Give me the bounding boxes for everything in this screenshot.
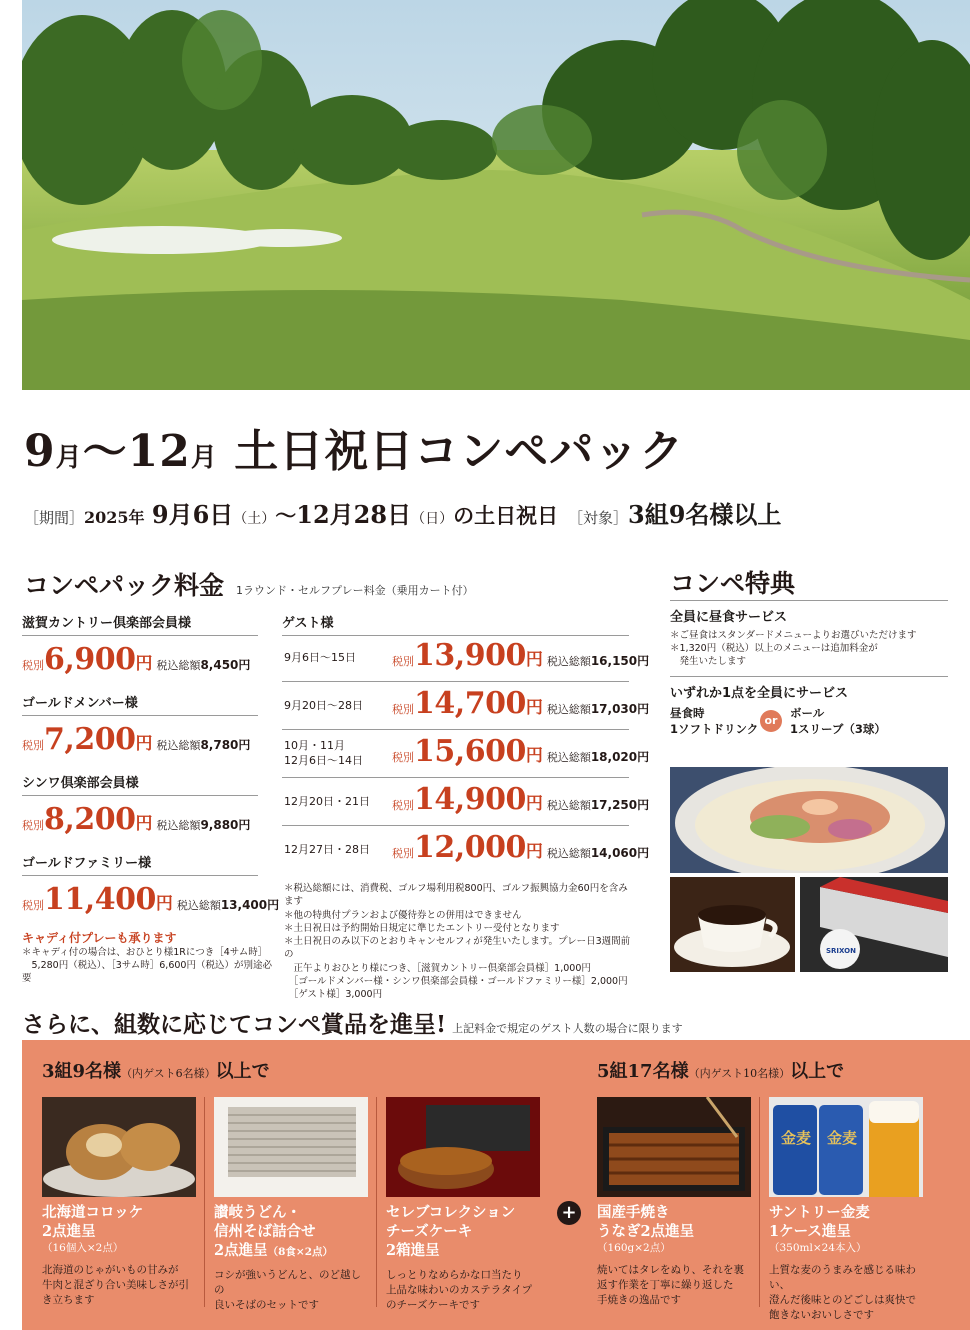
divider bbox=[759, 1097, 760, 1307]
beer-can-label: 金麦 bbox=[781, 1129, 812, 1147]
cheesecake-photo bbox=[386, 1097, 540, 1197]
ball-brand-text: SRIXON bbox=[826, 947, 856, 955]
member-price: 税別8,200円 税込総額9,880円 bbox=[22, 802, 251, 837]
prizes-heading: さらに、組数に応じてコンペ賞品を進呈! 上記料金で規定のゲスト人数の場合に限ります bbox=[22, 1011, 683, 1038]
benefits-heading: コンペ特典 bbox=[670, 569, 796, 598]
caddy-note: ＊キャディ付の場合は、おひとり様1Rにつき［4サム時］ 5,280円（税込）、［3サム時］6,600円（税込）が別途必要 bbox=[22, 947, 272, 984]
member-name: 滋賀カントリー倶楽部会員様 bbox=[22, 612, 258, 636]
member-price: 税別6,900円 税込総額8,450円 bbox=[22, 642, 251, 677]
beer-photo bbox=[769, 1097, 923, 1197]
plus-icon: + bbox=[557, 1201, 581, 1225]
page-title: 9月〜12月 土日祝日コンペパック bbox=[24, 426, 685, 477]
golf-ball-photo bbox=[800, 877, 948, 972]
guest-price-column bbox=[282, 612, 650, 872]
group2-title: 5組17名様（内ゲスト10名様）以上で bbox=[597, 1061, 845, 1082]
target-line: ［対象］3組9名様以上 bbox=[568, 500, 782, 529]
guest-row: 12月27日・28日 税別12,000円 税込総額14,060円 bbox=[284, 830, 650, 865]
prize-udon-soba: 讃岐うどん・ 信州そば詰合せ 2点進呈（8食×2点） コシが強いうどんと、のど越しの 良いそばのセットです bbox=[214, 1097, 368, 1313]
member-price: 税別11,400円 税込総額13,400円 bbox=[22, 882, 280, 917]
beer-can-label: 金麦 bbox=[827, 1129, 858, 1147]
coffee-photo bbox=[670, 877, 795, 972]
price-notes: ＊税込総額には、消費税、ゴルフ場利用税800円、ゴルフ振興協力金60円を含みます ＊他の特典付プランおよび優待券との併用はできません ＊土日祝日は予約開始日規定に準じたエントリー受付となります ＊土日祝日のみ以下のとおりキャンセルフィが発生いたします。プレー日3週間前の 正午よりおひとり様につき、［滋賀カントリー倶楽部会員様］1,000円 ［ゴールドメンバー様・シンワ倶楽部会員様・ゴールドファミリー様］2,000円 ［ゲスト様］3,000円 bbox=[284, 883, 631, 1001]
champon-photo bbox=[670, 767, 948, 873]
guest-row: 10月・11月 12月6日〜14日 税別15,600円 税込総額18,020円 bbox=[282, 730, 629, 778]
prize-cheesecake: セレブコレクション チーズケーキ 2箱進呈 しっとりなめらかな口当たり 上品な味わいのカステラタイプ のチーズケーキです bbox=[386, 1097, 540, 1313]
choice-title: いずれか1点を全員にサービス bbox=[670, 676, 948, 705]
unagi-photo bbox=[597, 1097, 751, 1197]
divider bbox=[376, 1097, 377, 1307]
price-heading: コンペパック料金 1ラウンド・セルフプレー料金（乗用カート付） bbox=[24, 571, 474, 600]
prize-unagi: 国産手焼き うなぎ2点進呈 （160g×2点） 焼いてはタレをぬり、それを裏 返す作業を丁寧に繰り返した 手焼きの逸品です bbox=[597, 1097, 751, 1308]
benefits-box bbox=[670, 600, 948, 737]
member-name: ゴールドファミリー様 bbox=[22, 852, 258, 876]
guest-row: 9月6日〜15日 税別13,900円 税込総額16,150円 bbox=[282, 634, 629, 682]
udon-soba-photo bbox=[214, 1097, 368, 1197]
lunch-title: 全員に昼食サービス bbox=[670, 600, 948, 629]
or-badge: or bbox=[760, 710, 782, 732]
prize-kinmugi-beer: 金麦 金麦 サントリー金麦 1ケース進呈 （350ml×24本入） 上質な麦のうまみを感じる味わい、 澄んだ後味とのどごしは爽快で 飽きないおいしさです bbox=[769, 1097, 923, 1323]
member-name: シンワ倶楽部会員様 bbox=[22, 772, 258, 796]
guest-heading: ゲスト様 bbox=[282, 612, 629, 636]
group1-title: 3組9名様（内ゲスト6名様）以上で bbox=[42, 1061, 270, 1082]
member-price-column bbox=[22, 612, 280, 932]
golf-course-hero-image bbox=[22, 0, 970, 390]
member-name: ゴールドメンバー様 bbox=[22, 692, 258, 716]
member-price: 税別7,200円 税込総額8,780円 bbox=[22, 722, 251, 757]
caddy-title: キャディ付プレーも承ります bbox=[22, 931, 177, 945]
croquette-photo bbox=[42, 1097, 196, 1197]
prize-croquette: 北海道コロッケ 2点進呈 （16個入×2点） 北海道のじゃがいもの甘みが 牛肉と混ざり合い美味しさが引 き立ちます bbox=[42, 1097, 196, 1308]
lunch-notes: ＊ご昼食はスタンダードメニューよりお選びいただけます ＊1,320円（税込）以上のメニューは追加料金が 発生いたします bbox=[670, 630, 917, 667]
guest-row: 9月20日〜28日 税別14,700円 税込総額17,030円 bbox=[282, 682, 629, 730]
choice-options: 昼食時 1ソフトドリンク or ボール 1スリーブ（3球） bbox=[670, 706, 886, 736]
period-line: ［期間］2025年 9月6日（土）〜12月28日（日）の土日祝日 bbox=[24, 500, 559, 529]
guest-row: 12月20日・21日 税別14,900円 税込総額17,250円 bbox=[282, 778, 629, 826]
divider bbox=[204, 1097, 205, 1307]
